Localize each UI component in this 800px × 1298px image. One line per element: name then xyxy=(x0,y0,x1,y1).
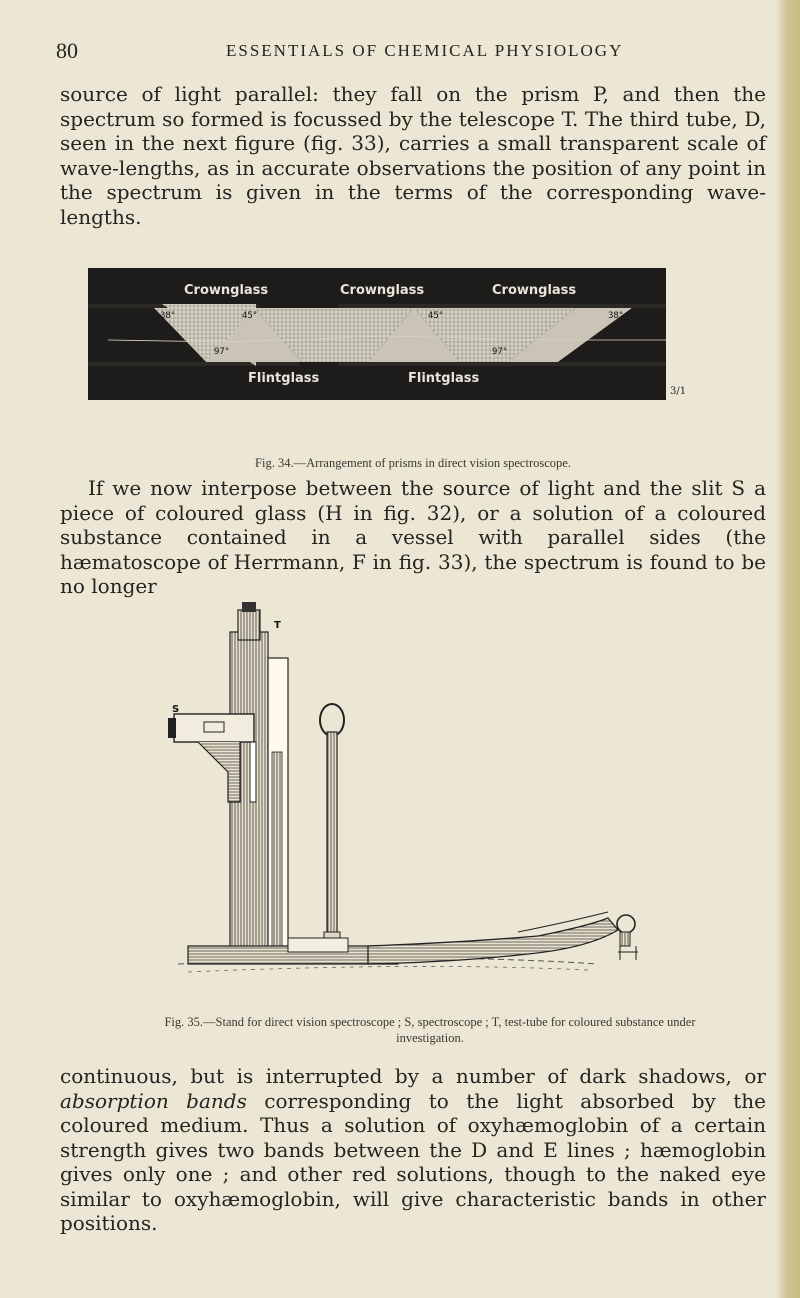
figure-34-caption: Fig. 34.—Arrangement of prisms in direct vision spectroscope. xyxy=(255,456,571,470)
adjusting-knob xyxy=(617,915,635,933)
page-number: 80 xyxy=(56,38,78,63)
running-title: ESSENTIALS OF CHEMICAL PHYSIOLOGY xyxy=(226,41,624,60)
angle-label-4: 38° xyxy=(608,311,624,321)
label-flintglass-1: Flintglass xyxy=(248,371,320,386)
paragraph-1: source of light parallel: they fall on the prism P, and then the spectrum so formed is focussed by the telescope T. The third tube, D, seen in the next figure (fig. 33), carries a small transparent scale of wave-lengths, as in accurate observations the position of any point in the spectrum is given in the terms of the corresponding wave-lengths. xyxy=(60,82,766,229)
letter-s: S xyxy=(172,704,180,715)
page-header xyxy=(56,38,762,66)
angle-label-1: 38° xyxy=(160,311,176,321)
spectroscope-side-arm xyxy=(174,714,254,742)
label-flintglass-2: Flintglass xyxy=(408,371,480,386)
page-edge-shading xyxy=(776,0,800,1298)
scale-mark: 3/1 xyxy=(670,386,687,397)
angle-label-6: 97° xyxy=(492,347,508,357)
stand-rod xyxy=(327,732,337,948)
label-crownglass-2: Crownglass xyxy=(340,283,425,298)
figure-35-caption: Fig. 35.—Stand for direct vision spectroscope ; S, spectroscope ; T, test-tube for coloured substance under investigation. xyxy=(164,1015,696,1045)
paragraph-3-part-2: corresponding to the light absorbed by the coloured medium. Thus a solution of oxyhæmoglobin of a certain strength gives two bands between the D and E lines ; hæmoglobin gives only one ; and other red solutions, though to the naked eye similar to oxyhæmoglobin, will give characteristic bands in other positions. xyxy=(60,1088,767,1235)
paragraph-3 xyxy=(60,1064,766,1236)
paragraph-3-part-1: continuous, but is interrupted by a number of dark shadows, or xyxy=(60,1064,766,1088)
angle-label-5: 97° xyxy=(214,347,230,357)
letter-t-top: T xyxy=(274,620,281,631)
figure-34-prism-diagram xyxy=(88,268,688,404)
label-crownglass-3: Crownglass xyxy=(492,283,577,298)
label-crownglass-1: Crownglass xyxy=(184,283,269,298)
paragraph-2: If we now interpose between the source of light and the slit S a piece of coloured glass (H in fig. 32), or a solution of a coloured substance contained in a vessel with parallel sides (the hæmatoscope of Herrmann, F in fig. 33), the spectrum is found to be no longer xyxy=(60,476,766,598)
stand-foot-arm xyxy=(368,918,618,964)
angle-label-3: 45° xyxy=(428,311,444,321)
figure-35-spectroscope-stand xyxy=(168,602,668,982)
absorption-bands-term: absorption bands xyxy=(60,1088,247,1113)
test-tube-ring xyxy=(320,704,344,736)
angle-label-2: 45° xyxy=(242,311,258,321)
